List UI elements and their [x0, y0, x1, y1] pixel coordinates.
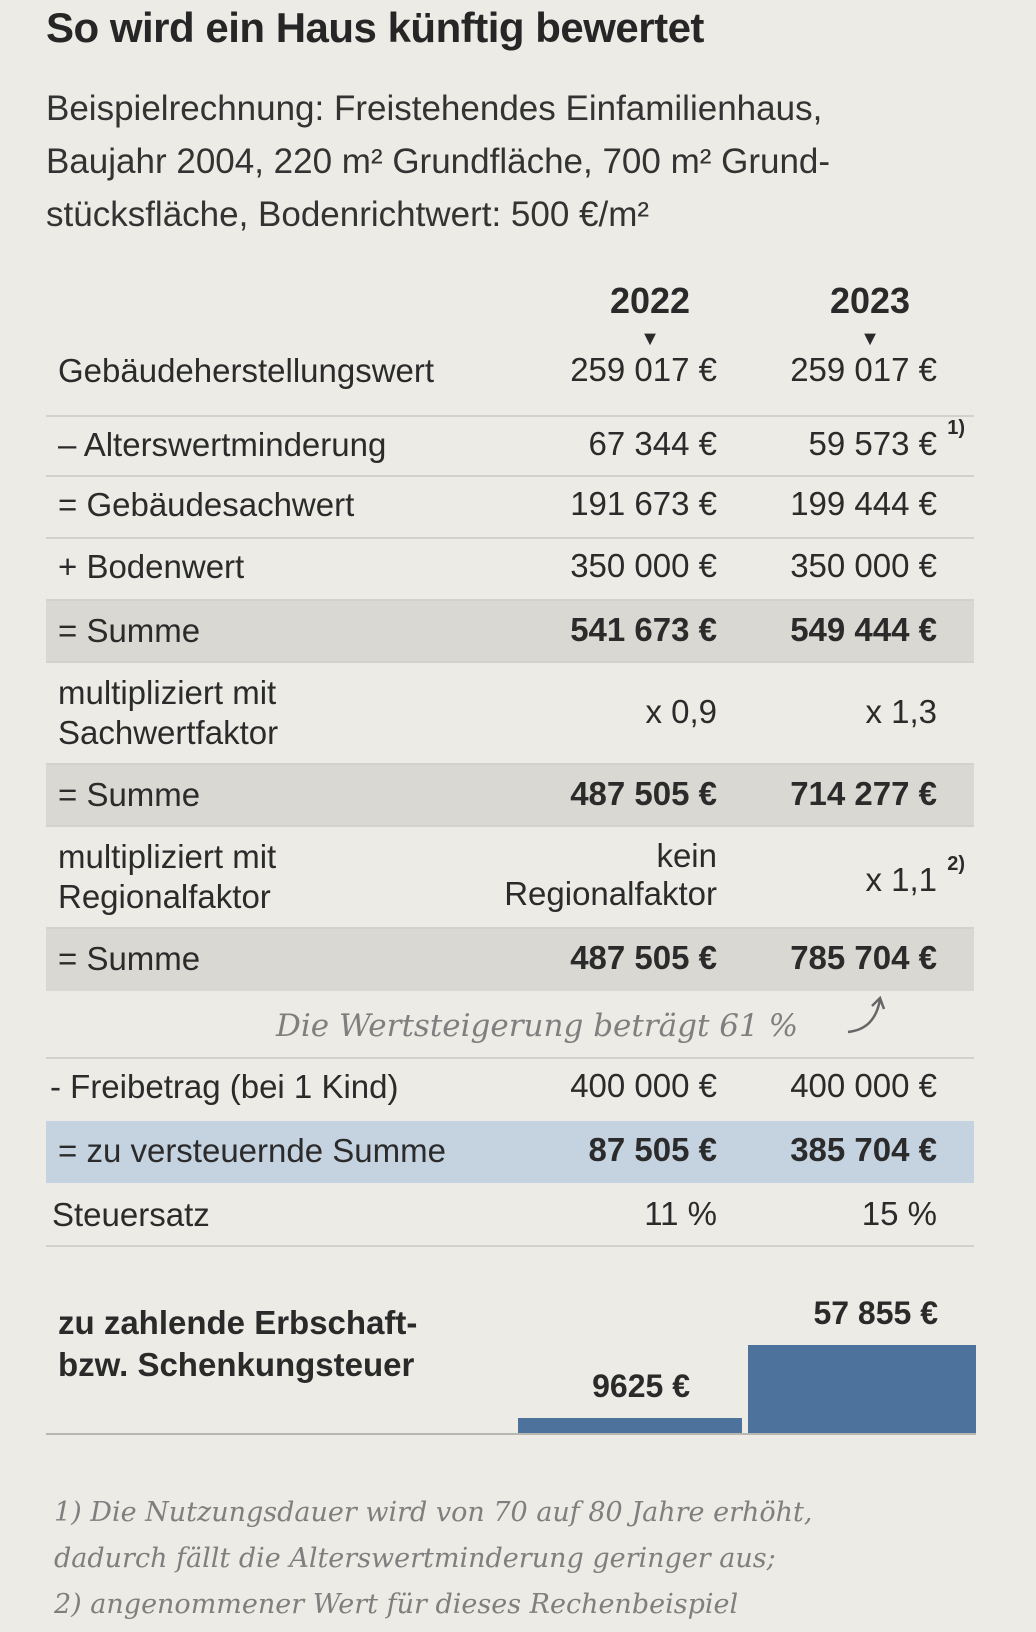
subtitle-line: Baujahr 2004, 220 m² Grundfläche, 700 m² Grund- [46, 142, 831, 181]
value-2022: 11 % [644, 1195, 717, 1232]
value-2022: 400 000 € [570, 1067, 717, 1104]
value-2022: 67 344 € [588, 425, 717, 462]
value-2023: x 1,3 [865, 693, 937, 730]
value-text: 59 573 € [808, 425, 937, 462]
row-label: = Summe [58, 612, 201, 649]
value-2023: 350 000 € [790, 547, 937, 584]
row-label-line: multipliziert mit [58, 838, 277, 875]
value-2022: 487 505 € [570, 939, 717, 976]
value-2023: 549 444 € [790, 611, 937, 648]
value-2022: 541 673 € [570, 611, 717, 648]
value-2022: x 0,9 [645, 693, 717, 730]
value-line: kein [656, 837, 717, 874]
footnote-line: 2) angenommener Wert für dieses Rechenbeispiel [54, 1589, 739, 1620]
table-row [46, 477, 974, 539]
value-2023: 259 017 € [790, 351, 937, 388]
footnotes [54, 1490, 812, 1628]
row-label: + Bodenwert [58, 548, 245, 585]
subtitle-line: stücksfläche, Bodenrichtwert: 500 €/m² [46, 195, 650, 234]
footnote-marker: 2) [947, 853, 965, 875]
down-arrow-icon: ▼ [640, 328, 660, 350]
tax-value-2022: 9625 € [592, 1368, 690, 1405]
value-2022: 487 505 € [570, 775, 717, 812]
row-label: = Gebäudesachwert [58, 486, 355, 523]
value-line: Regionalfaktor [504, 875, 717, 912]
tax-bar-2023 [748, 1345, 976, 1433]
down-arrow-icon: ▼ [860, 328, 880, 350]
table-row [46, 417, 974, 477]
row-label: = Summe [58, 940, 201, 977]
row-label: – Alterswertminderung [58, 426, 387, 463]
value-2023 [865, 853, 965, 899]
page-title: So wird ein Haus künftig bewertet [46, 4, 704, 51]
row-label [58, 673, 278, 753]
value-text: x 1,1 [865, 861, 937, 898]
table-row [46, 351, 974, 417]
row-label: Gebäudeherstellungswert [58, 352, 435, 389]
subtitle [46, 82, 996, 241]
subtitle-line: Beispielrechnung: Freistehendes Einfamilienhaus, [46, 89, 823, 128]
row-label-line: Regionalfaktor [58, 878, 271, 915]
value-2023: 15 % [861, 1195, 937, 1232]
table-row [46, 663, 974, 765]
sum-row [46, 765, 974, 827]
value-2022: 191 673 € [570, 485, 717, 522]
footnote-line: 1) Die Nutzungsdauer wird von 70 auf 80 Jahre erhöht, [54, 1497, 813, 1528]
row-label: - Freibetrag (bei 1 Kind) [50, 1068, 399, 1105]
taxable-sum-row [46, 1121, 974, 1183]
row-label-line: multipliziert mit [58, 674, 277, 711]
value-2023 [808, 417, 965, 463]
row-label: = Summe [58, 776, 201, 813]
table-row [46, 827, 974, 929]
table-row [46, 1183, 974, 1247]
value-2022 [504, 837, 717, 913]
value-2022: 259 017 € [570, 351, 717, 388]
tax-bar-2022 [518, 1418, 742, 1433]
sum-row [46, 601, 974, 663]
value-2022: 87 505 € [588, 1131, 717, 1168]
column-header-2022 [560, 280, 740, 352]
table-row [46, 1059, 974, 1121]
curved-arrow-icon [846, 992, 896, 1042]
sum-row [46, 929, 974, 991]
row-label [58, 837, 276, 917]
footnote-marker: 1) [947, 417, 965, 439]
tax-label [58, 1302, 417, 1386]
year-label: 2023 [829, 280, 911, 321]
valuation-table [46, 351, 974, 1247]
value-2023: 714 277 € [790, 775, 937, 812]
row-label: Steuersatz [52, 1196, 210, 1233]
tax-label-line: bzw. Schenkungsteuer [58, 1346, 415, 1383]
tax-value-2023: 57 855 € [813, 1295, 938, 1331]
value-2023: 785 704 € [790, 939, 937, 976]
tax-label-line: zu zahlende Erbschaft- [58, 1304, 418, 1341]
year-label: 2022 [609, 280, 691, 321]
table-row [46, 539, 974, 601]
value-2023: 385 704 € [790, 1131, 937, 1168]
row-label: = zu versteuernde Summe [58, 1132, 446, 1169]
value-2023: 199 444 € [790, 485, 937, 522]
column-header-2023 [780, 280, 960, 352]
row-label-line: Sachwertfaktor [58, 714, 279, 751]
bar-baseline [46, 1433, 976, 1435]
footnote-line: dadurch fällt die Alterswertminderung geringer aus; [54, 1543, 776, 1574]
value-2022: 350 000 € [570, 547, 717, 584]
value-2023: 400 000 € [790, 1067, 937, 1104]
increase-note: Die Wertsteigerung beträgt 61 % [276, 1008, 799, 1044]
